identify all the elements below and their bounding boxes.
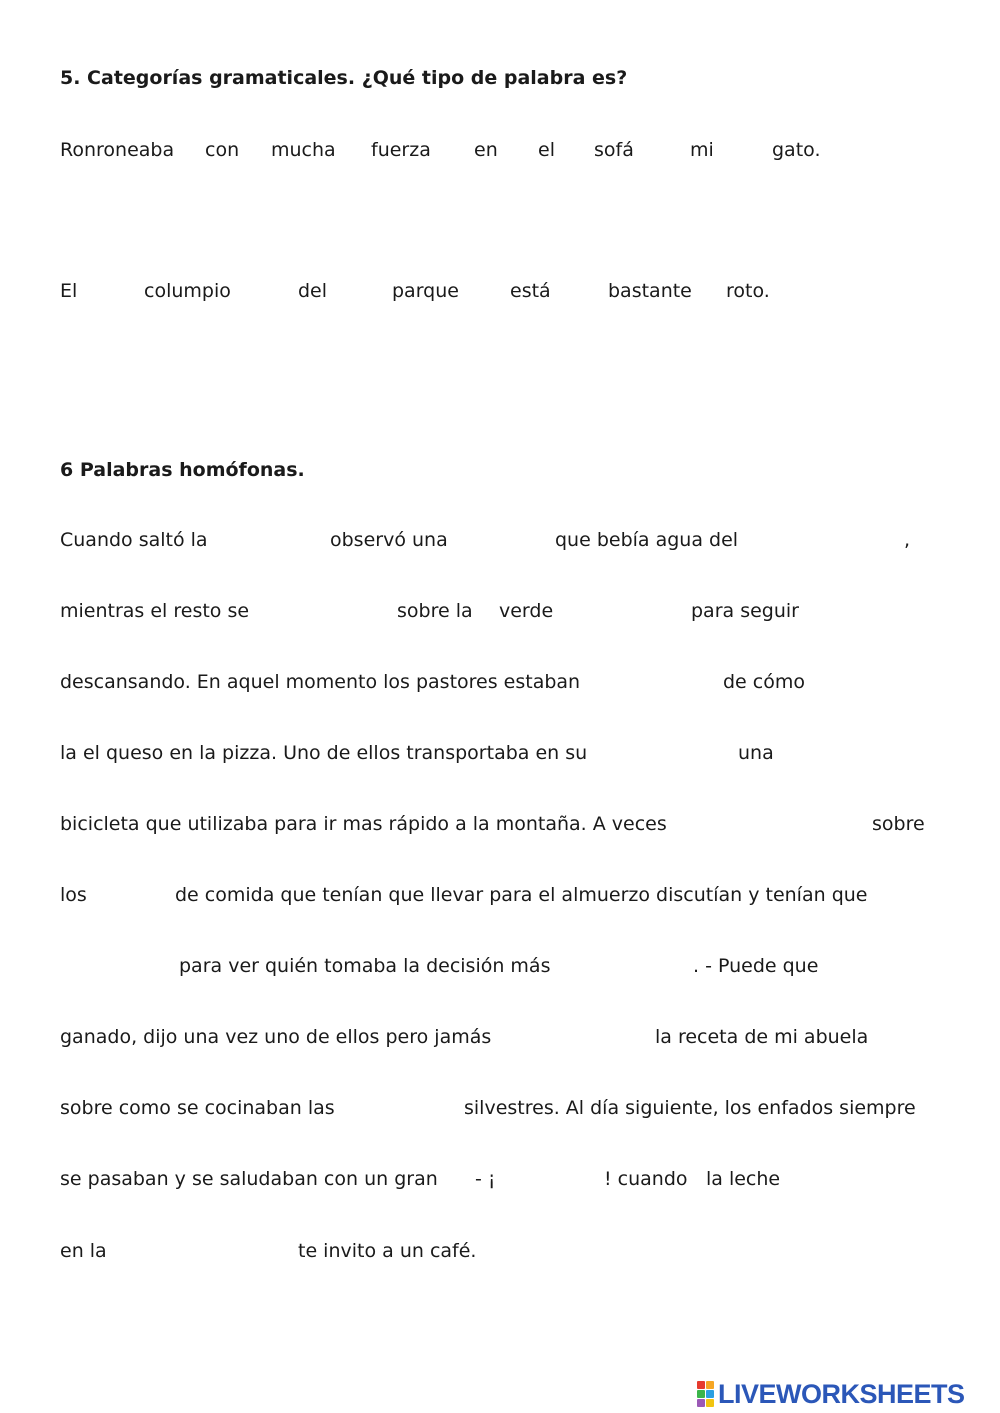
text-fragment: observó una [330,529,448,551]
blank-input-15[interactable] [116,1238,294,1266]
blank-input-8[interactable] [718,811,868,839]
blank-input-7[interactable] [624,740,736,768]
word: fuerza [371,139,431,161]
word: El [60,280,78,302]
text-fragment: para ver quién tomaba la decisión más [179,955,551,977]
blank-input-12[interactable] [526,1024,652,1052]
text-fragment: de comida que tenían que llevar para el almuerzo discutían y tenían que [175,884,868,906]
logo-square [706,1399,714,1407]
text-fragment: en la [60,1240,107,1262]
blank-input-1[interactable] [222,527,326,555]
text-fragment: de cómo [723,671,805,693]
text-fragment: sobre como se cocinaban las [60,1097,335,1119]
text-fragment: sobre la [397,600,473,622]
logo-square [697,1390,705,1398]
text-fragment: una [738,742,774,764]
blank-input-2[interactable] [456,527,554,555]
logo-square [706,1381,714,1389]
word: del [298,280,328,302]
text-fragment: Cuando saltó la [60,529,208,551]
word: gato. [772,139,821,161]
text-fragment: ganado, dijo una vez uno de ellos pero jamás [60,1026,492,1048]
blank-input-5[interactable] [560,598,688,626]
text-fragment: sobre [872,813,925,835]
logo-square [706,1390,714,1398]
text-fragment: , [904,529,911,551]
text-fragment: - ¡ [475,1168,496,1190]
word: el [538,139,555,161]
liveworksheets-logo [697,1379,965,1409]
text-fragment: verde [499,600,554,622]
blank-input-6[interactable] [610,669,720,697]
text-fragment: la el queso en la pizza. Uno de ellos transportaba en su [60,742,588,764]
word: mi [690,139,714,161]
text-fragment: bicicleta que utilizaba para ir mas rápido a la montaña. A veces [60,813,667,835]
word: bastante [608,280,692,302]
text-fragment: para seguir [691,600,799,622]
blank-input-3[interactable] [748,527,902,555]
word: columpio [144,280,231,302]
word: parque [392,280,459,302]
word: sofá [594,139,634,161]
blank-input-10[interactable] [60,953,176,981]
section-5-heading: 5. Categorías gramaticales. ¿Qué tipo de palabra es? [60,67,628,89]
blank-input-11[interactable] [580,953,692,981]
text-fragment: descansando. En aquel momento los pastores estaban [60,671,581,693]
text-fragment: mientras el resto se [60,600,250,622]
logo-text: LIVEWORKSHEETS [718,1378,965,1409]
text-fragment: te invito a un café. [298,1240,477,1262]
word: está [510,280,551,302]
blank-input-13[interactable] [352,1095,460,1123]
word: en [474,139,498,161]
word: Ronroneaba [60,139,175,161]
text-fragment: la leche [706,1168,781,1190]
text-fragment: la receta de mi abuela [655,1026,869,1048]
text-fragment: los [60,884,87,906]
text-fragment: que bebía agua del [555,529,739,551]
logo-square [697,1399,705,1407]
section-6-heading: 6 Palabras homófonas. [60,459,305,481]
text-fragment: silvestres. Al día siguiente, los enfados siempre [464,1097,916,1119]
logo-mark-icon [697,1381,714,1407]
text-fragment: . - Puede que [693,955,819,977]
text-fragment: ! cuando [604,1168,688,1190]
blank-input-4[interactable] [266,598,394,626]
logo-square [697,1381,705,1389]
word: con [205,139,240,161]
word: roto. [726,280,770,302]
word: mucha [271,139,336,161]
blank-input-14[interactable] [504,1166,602,1194]
text-fragment: se pasaban y se saludaban con un gran [60,1168,438,1190]
blank-input-9[interactable] [94,882,174,910]
